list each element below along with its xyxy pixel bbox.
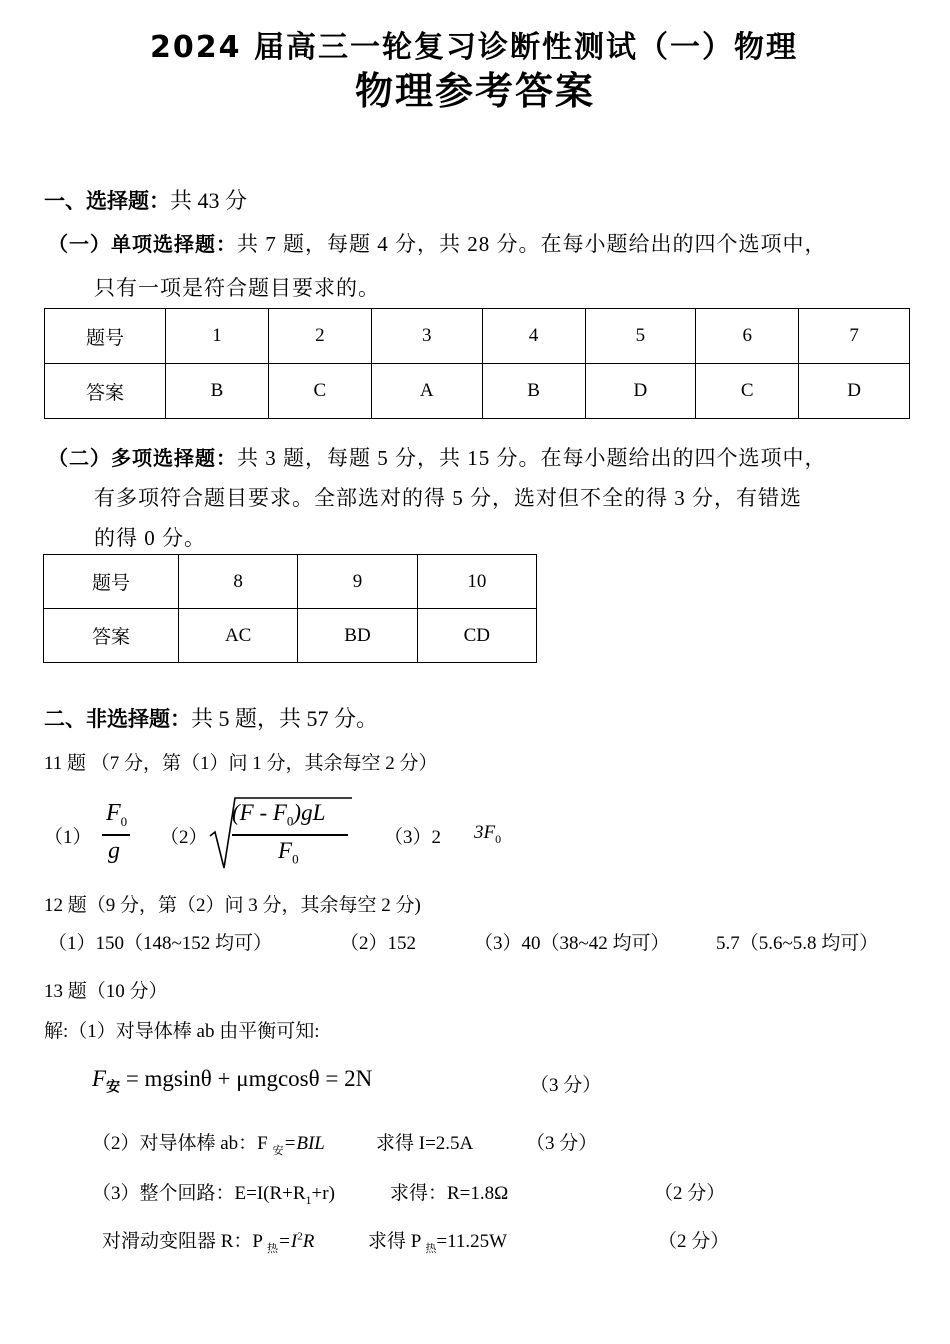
table2-num: 10 bbox=[417, 555, 536, 609]
table2-ans: BD bbox=[298, 609, 417, 663]
q13-step-3: （3）整个回路：$E=I(R+R_1+r)$ bbox=[92, 1183, 335, 1207]
q11-a2-numerator: $(F - F_0)gL$ bbox=[232, 800, 326, 829]
table1-num: 1 bbox=[166, 309, 269, 364]
q12-title: 12 题（9 分，第（2）问 3 分，其余每空 2 分) bbox=[44, 895, 421, 916]
table1-ans: C bbox=[268, 364, 371, 419]
part2-line1: （二）多项选择题：共 3 题，每题 5 分，共 15 分。在每小题给出的四个选项中， bbox=[48, 446, 827, 470]
multiple-choice-table bbox=[43, 554, 537, 663]
q13-score-2: （3 分） bbox=[526, 1133, 598, 1154]
q13-title: 13 题（10 分） bbox=[44, 981, 168, 1002]
q13-score-3: （2 分） bbox=[654, 1183, 726, 1204]
q13-score-4: （2 分） bbox=[658, 1231, 730, 1252]
part1-line1: （一）单项选择题：共 7 题，每题 4 分，共 28 分。在每小题给出的四个选项中， bbox=[48, 232, 827, 256]
q11-a1-numerator: $F_0$ bbox=[106, 800, 128, 829]
part2-line3: 的得 0 分。 bbox=[94, 526, 206, 550]
q11-a3-value: $3F_0$ bbox=[474, 822, 502, 846]
table1-num: 3 bbox=[371, 309, 482, 364]
table1-ans: D bbox=[799, 364, 910, 419]
section1-heading: 一、选择题：共 43 分 bbox=[44, 188, 248, 213]
q12-answer-4: 5.7（5.6~5.8 均可） bbox=[716, 933, 879, 954]
table2-header-ans: 答案 bbox=[44, 609, 179, 663]
page-title: 物理参考答案 bbox=[354, 69, 595, 113]
q13-step-3-result: 求得：R=1.8Ω bbox=[390, 1183, 509, 1204]
q11-a3-label: （3）2 bbox=[384, 827, 442, 848]
table2-header-num: 题号 bbox=[44, 555, 179, 609]
q11-a2-fraction-bar bbox=[232, 834, 348, 836]
single-choice-table bbox=[44, 308, 910, 419]
q13-equation-1: $F_安 = mgsin\theta + \mu mgcos\theta = 2N$ bbox=[92, 1066, 373, 1096]
q11-a1-denominator: g bbox=[108, 838, 120, 864]
table1-ans: A bbox=[371, 364, 482, 419]
table1-ans: B bbox=[166, 364, 269, 419]
q11-a1-label: （1） bbox=[44, 827, 92, 848]
q11-a2-label: （2） bbox=[160, 827, 208, 848]
part2-line2: 有多项符合题目要求。全部选对的得 5 分，选对但不全的得 3 分，有错选 bbox=[94, 486, 802, 510]
cut-off-header bbox=[0, 0, 950, 65]
table1-num: 7 bbox=[799, 309, 910, 364]
q11-a1-fraction bbox=[102, 800, 132, 872]
table1-num: 2 bbox=[268, 309, 371, 364]
table2-num: 9 bbox=[298, 555, 417, 609]
table2-ans: AC bbox=[179, 609, 298, 663]
q11-title: 11 题 （7 分，第（1）问 1 分，其余每空 2 分） bbox=[44, 753, 438, 774]
q13-step-2-result: 求得 I=2.5A bbox=[376, 1133, 474, 1154]
q13-step-2: （2）对导体棒 ab：F $_安$=BIL bbox=[92, 1133, 325, 1157]
q13-step-4: 对滑动变阻器 R：P $_热=I^2R$ bbox=[102, 1230, 315, 1255]
part1-line2: 只有一项是符合题目要求的。 bbox=[94, 276, 380, 300]
q12-answer-1: （1）150（148~152 均可） bbox=[48, 933, 273, 954]
table1-header-num: 题号 bbox=[45, 309, 166, 364]
table1-header-ans: 答案 bbox=[45, 364, 166, 419]
table1-ans: D bbox=[585, 364, 696, 419]
q12-answer-2: （2）152 bbox=[340, 933, 417, 954]
table2-num: 8 bbox=[179, 555, 298, 609]
cut-off-header-text: 2024 届高三一轮复习诊断性测试（一）物理 bbox=[150, 30, 798, 65]
q13-score-1: （3 分） bbox=[530, 1075, 602, 1096]
q12-answer-3: （3）40（38~42 均可） bbox=[474, 933, 670, 954]
q13-intro: 解:（1）对导体棒 ab 由平衡可知: bbox=[44, 1021, 320, 1042]
table1-ans: C bbox=[696, 364, 799, 419]
table1-ans: B bbox=[482, 364, 585, 419]
table1-num: 4 bbox=[482, 309, 585, 364]
table1-num: 5 bbox=[585, 309, 696, 364]
q11-a2-denominator: $F_0$ bbox=[278, 838, 299, 867]
table1-num: 6 bbox=[696, 309, 799, 364]
q11-a1-fraction-bar bbox=[102, 834, 130, 836]
q13-step-4-result: 求得 P $_热$=11.25W bbox=[368, 1231, 508, 1255]
section2-heading: 二、非选择题：共 5 题，共 57 分。 bbox=[44, 706, 379, 731]
table2-ans: CD bbox=[417, 609, 536, 663]
